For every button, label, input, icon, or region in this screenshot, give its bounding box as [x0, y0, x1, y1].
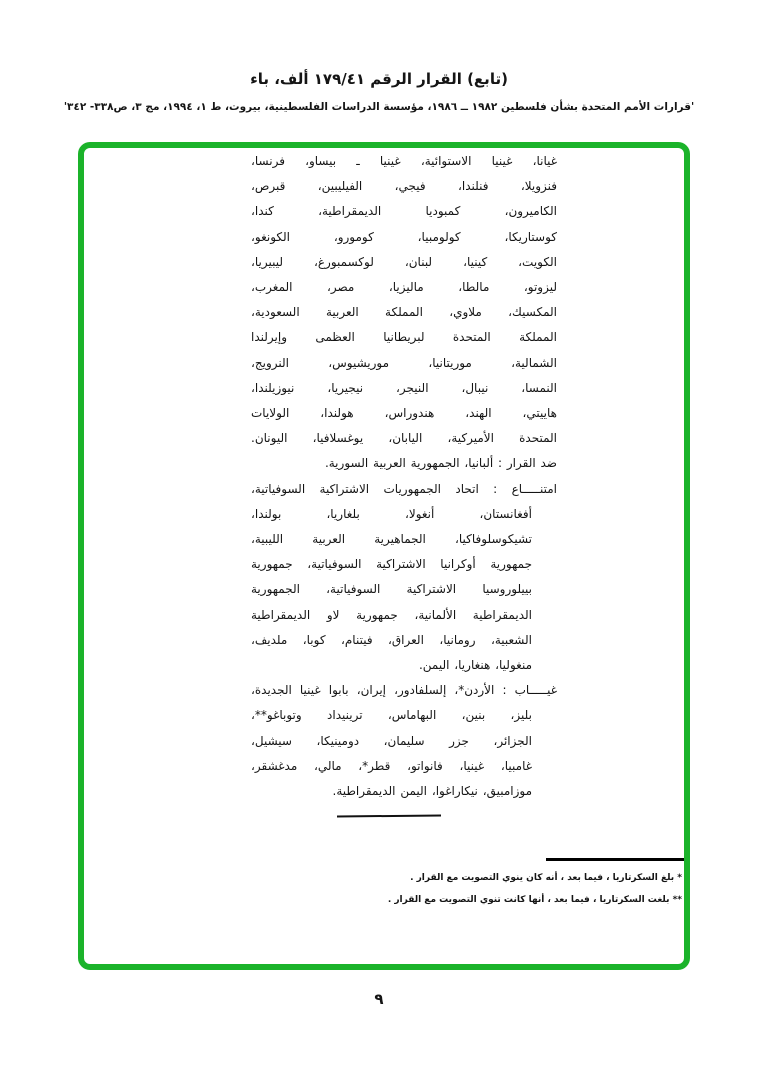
absent-wrapped-lines [251, 703, 557, 804]
text-line: ليزوتو، مالطا، ماليزيا، مصر، المغرب، [251, 280, 557, 295]
text-line [251, 451, 557, 476]
against-countries: ألبانيا، الجمهورية العربية السورية. [324, 456, 494, 471]
separator-rule [337, 815, 441, 818]
text-line: منغوليا، هنغاريا، اليمن. [418, 658, 532, 673]
text-line: الشمالية، موريتانيا، موريشيوس، النرويج، [251, 355, 557, 370]
page-title: (تابع) القرار الرقم ١٧٩/٤١ ألف، باء [250, 70, 508, 88]
voting-record [251, 149, 557, 804]
vote-abstain-section [251, 477, 557, 679]
vote-absent-section [251, 678, 557, 804]
text-line: المملكة المتحدة لبريطانيا العظمى وإيرلندا [251, 330, 557, 345]
absent-countries-first-line: الأردن*، إلسلفادور، إيران، بابوا غينيا الجديدة، [251, 683, 495, 698]
footnote-rule [546, 858, 684, 861]
text-line: الشعبية، رومانيا، العراق، فيتنام، كوبا، ملديف، [251, 632, 532, 647]
text-line: بييلوروسيا الاشتراكية السوفياتية، الجمهورية [251, 582, 532, 597]
text-line: الديمقراطية الألمانية، جمهورية لاو الديمقراطية [251, 607, 532, 622]
vote-against-section [251, 451, 557, 476]
text-line: الكاميرون، كمبوديا الديمقراطية، كندا، [251, 204, 557, 219]
text-line: جمهورية أوكرانيا الاشتراكية السوفياتية، جمهورية [251, 557, 532, 572]
text-line: غيانا، غينيا الاستوائية، غينيا ـ بيساو، فرنسا، [251, 154, 557, 168]
footnote-1: * بلغ السكرتاريا ، فيما بعد ، أنه كان ينوي التصويت مع القرار . [410, 873, 682, 883]
footnote-2: ** بلغت السكرتاريا ، فيما بعد ، أنها كانت تنوي التصويت مع القرار . [387, 894, 682, 905]
highlight-box [78, 142, 690, 970]
text-line: تشيكوسلوفاكيا، الجماهيرية العربية الليبية، [251, 532, 532, 547]
text-line [251, 477, 557, 502]
text-line: المكسيك، ملاوي، المملكة العربية السعودية، [251, 305, 557, 320]
text-line: غامبيا، غينيا، فانواتو، قطر*، مالي، مدغشقر، [251, 758, 532, 773]
text-line: بليز، بنين، البهاماس، ترينيداد وتوباغو**، [251, 708, 532, 723]
text-line: موزامبيق، نيكاراغوا، اليمن الديمقراطية. [332, 784, 532, 799]
vote-with-continuation-list [251, 149, 557, 451]
text-line: الكويت، كينيا، لبنان، لوكسمبورغ، ليبيريا، [251, 254, 557, 269]
abstain-label: امتنـــــاع : [493, 481, 557, 496]
text-line [251, 678, 557, 703]
abstain-countries-first-line: اتحاد الجمهوريات الاشتراكية السوفياتية، [251, 481, 479, 496]
absent-label: غيـــــاب : [502, 683, 557, 698]
text-line: فنزويلا، فنلندا، فيجي، الفيليبين، قبرص، [251, 179, 557, 194]
text-line: المتحدة الأميركية، اليابان، يوغسلافيا، اليونان. [251, 431, 557, 446]
footnotes [388, 868, 682, 911]
against-label: ضد القرار : [498, 456, 557, 471]
text-line: الجزائر، جزر سليمان، دومينيكا، سيشيل، [251, 733, 532, 748]
text-line: هاييتي، الهند، هندوراس، هولندا، الولايات [251, 406, 557, 421]
page-number: ٩ [374, 990, 384, 1008]
source-citation: 'قرارات الأمم المتحدة بشأن فلسطين ١٩٨٢ ــ ١٩٨٦، مؤسسة الدراسات الفلسطينية، بيروت، ط ١، ١٩٩٤، مج ٣، ص٣٣٨- ٣٤٢' [63, 101, 695, 113]
text-line: النمسا، نيبال، النيجر، نيجيريا، نيوزيلندا، [251, 380, 557, 395]
text-line: أفغانستان، أنغولا، بلغاريا، بولندا، [251, 506, 532, 521]
text-line: كوستاريكا، كولومبيا، كومورو، الكونغو، [251, 229, 557, 244]
abstain-wrapped-lines [251, 502, 557, 678]
